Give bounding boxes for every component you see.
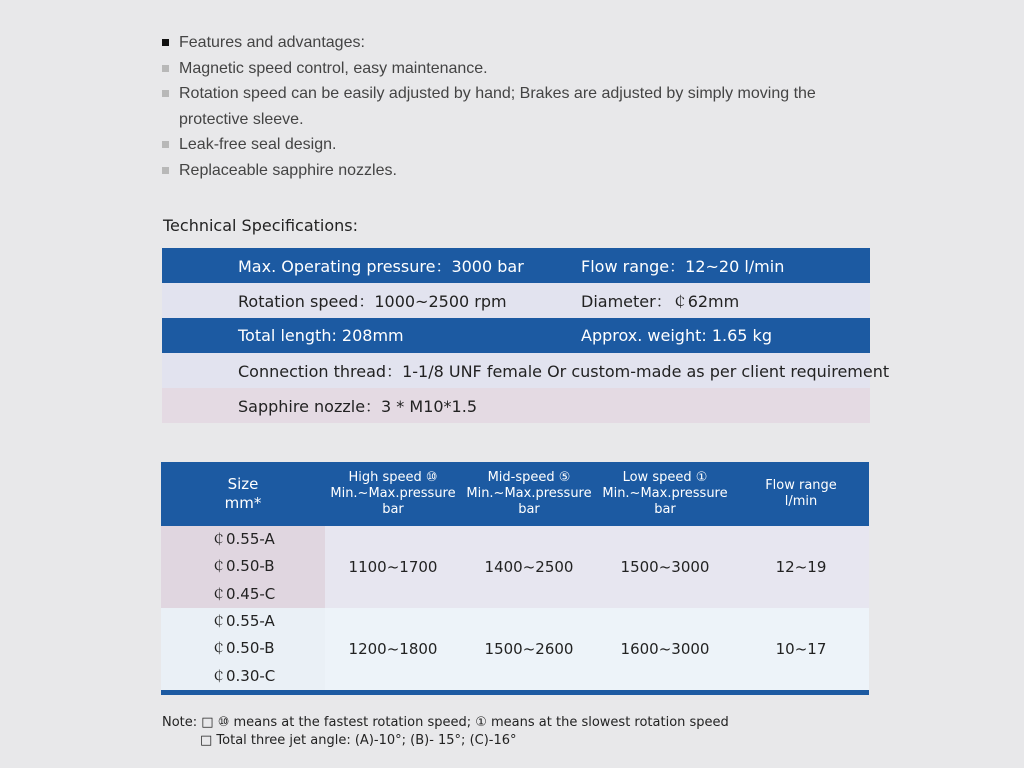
header-low-speed: Low speed ① Min.~Max.pressure bar [602, 470, 728, 517]
spec-row [162, 353, 890, 388]
square-bullet-icon [162, 90, 169, 97]
spec-cell: Connection thread：1-1/8 UNF female Or custom-made as per client requirement [238, 362, 890, 381]
low-speed-cell: 1600~3000 [620, 640, 710, 658]
features-heading: Features and advantages: [162, 30, 882, 56]
mid-speed-cell: 1400~2500 [484, 558, 574, 576]
spec-row [162, 388, 870, 423]
table-row-group [161, 608, 869, 690]
flow-range-cell: 10~17 [775, 640, 827, 658]
note-line-1: Note: □ ⑩ means at the fastest rotation speed; ① means at the slowest rotation speed [162, 715, 729, 730]
feature-item: Leak-free seal design. [162, 132, 882, 158]
mid-speed-cell: 1500~2600 [484, 640, 574, 658]
spec-table [162, 248, 890, 423]
table-row-group [161, 526, 869, 608]
high-speed-cell: 1200~1800 [348, 640, 438, 658]
low-speed-cell: 1500~3000 [620, 558, 710, 576]
nozzle-table [161, 462, 869, 695]
feature-item: Rotation speed can be easily adjusted by hand; Brakes are adjusted by simply moving the [162, 81, 882, 107]
square-bullet-icon [162, 141, 169, 148]
spec-row [162, 248, 870, 283]
spec-cell: Rotation speed：1000~2500 rpm [238, 292, 507, 311]
spec-cell: Flow range：12~20 l/min [581, 257, 785, 276]
spec-cell: Max. Operating pressure：3000 bar [238, 257, 524, 276]
note-line-2: □ Total three jet angle: (A)-10°; (B)- 15°; (C)-16° [200, 733, 517, 748]
square-bullet-icon [162, 65, 169, 72]
spec-cell: Total length: 208mm [238, 326, 404, 345]
flow-range-cell: 12~19 [775, 558, 827, 576]
feature-item: Replaceable sapphire nozzles. [162, 158, 882, 184]
features-list [162, 30, 882, 183]
spec-row [162, 283, 870, 318]
feature-item: Magnetic speed control, easy maintenance. [162, 56, 882, 82]
spec-row [162, 318, 870, 353]
size-cell: ￠0.55-A ￠0.50-B ￠0.30-C [161, 608, 325, 690]
spec-cell: Sapphire nozzle：3 * M10*1.5 [238, 397, 477, 416]
square-bullet-icon [162, 39, 169, 46]
spec-cell: Approx. weight: 1.65 kg [581, 326, 772, 345]
high-speed-cell: 1100~1700 [348, 558, 438, 576]
nozzle-table-header [161, 462, 869, 526]
feature-item-continuation: protective sleeve. [179, 110, 304, 128]
header-mid-speed: Mid-speed ⑤ Min.~Max.pressure bar [466, 470, 592, 517]
note [162, 714, 729, 750]
tech-spec-title: Technical Specifications: [163, 216, 359, 235]
header-high-speed: High speed ⑩ Min.~Max.pressure bar [330, 470, 456, 517]
square-bullet-icon [162, 167, 169, 174]
table-footer-bar [161, 690, 869, 695]
spec-cell: Diameter：￠62mm [581, 292, 740, 311]
header-size: Size mm* [224, 475, 262, 512]
header-flow-range: Flow range l/min [765, 478, 837, 509]
size-cell: ￠0.55-A ￠0.50-B ￠0.45-C [161, 526, 325, 608]
